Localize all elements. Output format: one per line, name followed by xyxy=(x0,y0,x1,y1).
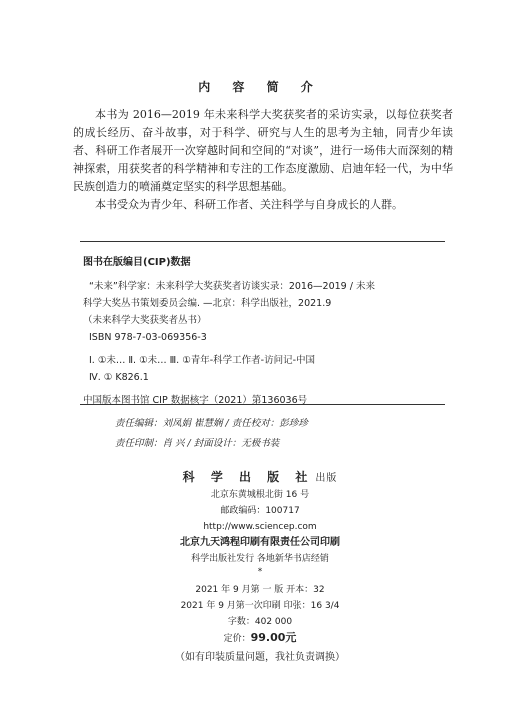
divider-top xyxy=(80,241,445,242)
price-line xyxy=(0,630,520,647)
divider-bottom xyxy=(80,404,445,405)
printing-line: 2021 年 9 月第一次印刷 印张：16 3/4 xyxy=(180,601,340,611)
credits-line-2: 责任印制：肖 兴 / 封面设计：无极书装 xyxy=(115,438,280,449)
editorial-credits xyxy=(115,414,308,454)
cip-core-number: 中国版本图书馆 CIP 数据核字（2021）第136036号 xyxy=(83,395,308,406)
content-summary xyxy=(73,106,453,214)
publisher-suffix: 出版 xyxy=(315,473,338,484)
price-value: 99.00元 xyxy=(250,631,297,644)
credits-line-1: 责任编辑：刘凤娟 崔慧娴 / 责任校对：彭珍珍 xyxy=(115,418,308,429)
cip-classification-1: Ⅰ. ①未… Ⅱ. ①未… Ⅲ. ①青年-科学工作者-访问记-中国 xyxy=(89,355,316,366)
quality-note: （如有印装质量问题，我社负责调换） xyxy=(175,652,345,663)
content-summary-title: 内 容 简 介 xyxy=(198,80,322,94)
publisher-website: http://www.sciencep.com xyxy=(203,522,317,532)
price-label: 定价： xyxy=(223,634,251,644)
cip-classification-2: Ⅳ. ① K826.1 xyxy=(89,372,149,383)
cip-title-line-2: 科学大奖丛书策划委员会编. —北京：科学出版社，2021.9 xyxy=(83,298,332,309)
publisher-postcode: 邮政编码：100717 xyxy=(220,506,300,516)
distribution-line: 科学出版社发行 各地新华书店经销 xyxy=(191,554,329,564)
printer-line: 北京九天鸿程印刷有限责任公司印刷 xyxy=(180,537,340,548)
publisher-name: 科 学 出 版 社 xyxy=(182,470,314,484)
summary-paragraph-1: 本书为 2016—2019 年未来科学大奖获奖者的采访实录，以每位获奖者的成长经历、奋斗故事，对于科学、研究与人生的思考为主轴，同青少年读者、科研工作者展开一次穿越时间和空间的“对谈”，进行一场伟大而深刻的精神探索，用获奖者的科学精神和专注的工作态度激励、启迪年轻一代，为中华民族创造力的喷涌奠定坚实的科学思想基础。 xyxy=(73,108,453,193)
cip-isbn: ISBN 978-7-03-069356-3 xyxy=(89,332,207,343)
cip-title-line-1: “未来”科学家：未来科学大奖获奖者访谈实录：2016—2019 / 未来 xyxy=(89,281,375,292)
cip-data-block xyxy=(83,253,453,409)
summary-paragraph-2: 本书受众为青少年、科研工作者、关注科学与自身成长的人群。 xyxy=(95,198,403,211)
separator-star: * xyxy=(257,567,263,577)
edition-line: 2021 年 9 月第 一 版 开本：32 xyxy=(195,585,325,595)
publisher-line xyxy=(0,469,520,487)
word-count: 字数：402 000 xyxy=(227,617,293,627)
cip-series: （未来科学大奖获奖者丛书） xyxy=(83,315,207,326)
publisher-address: 北京东黄城根北街 16 号 xyxy=(210,490,310,500)
cip-heading: 图书在版编目(CIP)数据 xyxy=(83,257,191,268)
